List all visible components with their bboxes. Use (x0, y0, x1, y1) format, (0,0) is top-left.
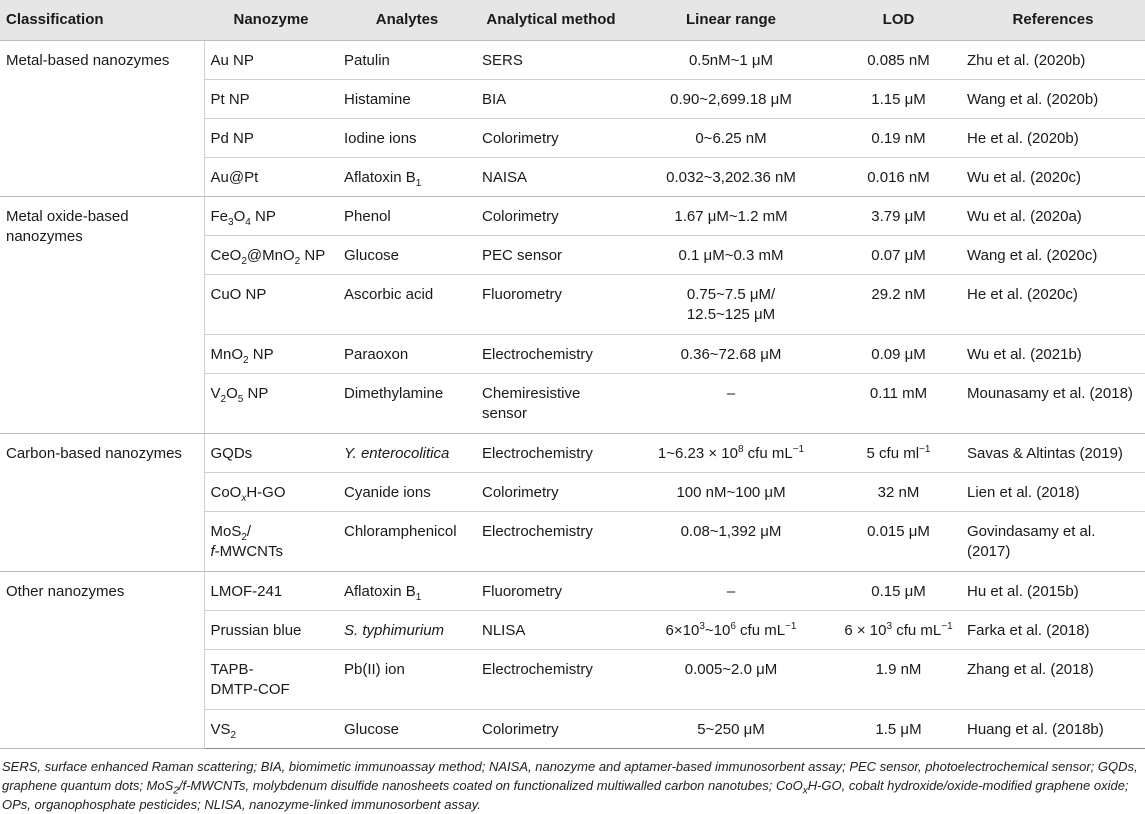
nanozyme-subscript: 3 (228, 216, 234, 228)
method-cell: Fluorometry (476, 274, 626, 334)
range-text: ~10 (704, 621, 731, 639)
range-line-2: 12.5~125 μM (686, 305, 776, 323)
reference-cell: Wu et al. (2020a) (961, 196, 1145, 235)
reference-cell: Zhu et al. (2020b) (961, 40, 1145, 79)
analyte-cell: Iodine ions (338, 118, 476, 157)
analyte-cell: Cyanide ions (338, 472, 476, 511)
range-cell: 0.90~2,699.18 μM (626, 79, 836, 118)
method-cell: Electrochemistry (476, 511, 626, 571)
footnote-text: /f-MWCNTs, molybdenum disulfide nanosheets coated on functionalized multiwalled carbon nanotubes; CoO (178, 777, 803, 793)
table-row (0, 571, 1145, 610)
range-cell: 1.67 μM~1.2 mM (626, 196, 836, 235)
range-cell: 0.5nM~1 μM (626, 40, 836, 79)
nanozyme-subscript: 2 (243, 354, 249, 366)
nanozyme-text: MoS (210, 522, 242, 540)
footnote-subscript: 2 (173, 785, 179, 797)
lod-superscript: −1 (941, 620, 953, 632)
range-cell (626, 610, 836, 649)
lod-cell: 0.19 nM (836, 118, 961, 157)
reference-cell: Farka et al. (2018) (961, 610, 1145, 649)
nanozyme-text: -MWCNTs (214, 542, 283, 560)
lod-text: 5 cfu ml (866, 444, 920, 462)
analyte-cell: Histamine (338, 79, 476, 118)
nanozyme-subscript: 2 (241, 531, 247, 543)
nanozyme-cell: CuO NP (204, 274, 338, 334)
classification-cell: Metal-based nanozymes (0, 40, 204, 196)
analyte-cell: Chloramphenicol (338, 511, 476, 571)
method-line-1: Chemiresistive (482, 384, 581, 402)
range-text: cfu mL (743, 444, 793, 462)
range-cell: 0.1 μM~0.3 mM (626, 235, 836, 274)
analyte-cell: Dimethylamine (338, 373, 476, 433)
analyte-cell: Glucose (338, 709, 476, 748)
nanozyme-cell (204, 511, 338, 571)
reference-cell: He et al. (2020c) (961, 274, 1145, 334)
lod-cell: 0.09 μM (836, 334, 961, 373)
nanozyme-text: NP (248, 345, 274, 363)
nanozyme-subscript: 2 (220, 393, 227, 405)
analyte-subscript: 1 (415, 591, 422, 603)
method-cell: Colorimetry (476, 472, 626, 511)
analyte-subscript: 1 (415, 177, 422, 189)
range-text: cfu mL (735, 621, 786, 639)
range-cell: 0.36~72.68 μM (626, 334, 836, 373)
lod-cell (836, 433, 961, 472)
header-classification: Classification (0, 0, 204, 40)
range-cell: – (626, 571, 836, 610)
lod-cell: 1.15 μM (836, 79, 961, 118)
footnote-text: H-GO, cobalt hydroxide/oxide-modified graphene oxide; OPs, organophosphate pesticides; NLISA, nanozyme-linked immunosorbent assay. (2, 777, 1129, 812)
range-superscript: 3 (699, 620, 705, 632)
lod-cell: 0.015 μM (836, 511, 961, 571)
reference-cell: Hu et al. (2015b) (961, 571, 1145, 610)
nanozyme-cell: Prussian blue (204, 610, 338, 649)
method-cell: SERS (476, 40, 626, 79)
table-footnote (0, 749, 1145, 814)
range-cell: 5~250 μM (626, 709, 836, 748)
method-cell: NLISA (476, 610, 626, 649)
nanozyme-subscript: 2 (241, 255, 247, 267)
lod-cell: 32 nM (836, 472, 961, 511)
analyte-cell: Glucose (338, 235, 476, 274)
reference-cell (961, 511, 1145, 571)
analyte-text: Aflatoxin B (344, 168, 416, 186)
lod-cell: 0.11 mM (836, 373, 961, 433)
lod-cell: 29.2 nM (836, 274, 961, 334)
classification-cell: Carbon-based nanozymes (0, 433, 204, 571)
nanozyme-text: O (233, 207, 246, 225)
method-cell: Colorimetry (476, 709, 626, 748)
reference-cell: Zhang et al. (2018) (961, 649, 1145, 709)
reference-cell: Mounasamy et al. (2018) (961, 373, 1145, 433)
footnote-subscript: x (802, 785, 808, 797)
nanozyme-cell: Pt NP (204, 79, 338, 118)
nanozyme-cell: LMOF-241 (204, 571, 338, 610)
range-cell: 0.08~1,392 μM (626, 511, 836, 571)
nanozyme-subscript: 2 (294, 255, 301, 267)
nanozyme-cell: GQDs (204, 433, 338, 472)
analyte-cell: Paraoxon (338, 334, 476, 373)
nanozyme-text: Fe (210, 207, 229, 225)
nanozyme-text: MnO (210, 345, 244, 363)
lod-cell: 1.5 μM (836, 709, 961, 748)
reference-line-1: Govindasamy et al. (967, 522, 1096, 540)
lod-cell: 0.07 μM (836, 235, 961, 274)
nanozyme-text: NP (300, 246, 326, 264)
lod-cell: 0.085 nM (836, 40, 961, 79)
table-row (0, 196, 1145, 235)
nanozyme-text: / (246, 522, 252, 540)
header-nanozyme: Nanozyme (204, 0, 338, 40)
nanozyme-subscript: 4 (245, 216, 251, 228)
lod-text: 6 × 10 (844, 621, 887, 639)
nanozyme-cell: Pd NP (204, 118, 338, 157)
header-row (0, 0, 1145, 40)
lod-superscript: 3 (886, 620, 893, 632)
analyte-text: Aflatoxin B (344, 582, 416, 600)
reference-cell: He et al. (2020b) (961, 118, 1145, 157)
nanozyme-subscript: x (241, 492, 247, 504)
method-cell: Colorimetry (476, 118, 626, 157)
method-cell: Electrochemistry (476, 649, 626, 709)
range-cell (626, 274, 836, 334)
analyte-cell: Ascorbic acid (338, 274, 476, 334)
range-text: 6×10 (665, 621, 700, 639)
reference-cell: Wu et al. (2020c) (961, 157, 1145, 196)
nanozyme-text: NP (243, 384, 269, 402)
analyte-cell (338, 157, 476, 196)
analyte-cell: Y. enterocolitica (338, 433, 476, 472)
analyte-cell: Pb(II) ion (338, 649, 476, 709)
header-references: References (961, 0, 1145, 40)
header-lod: LOD (836, 0, 961, 40)
nanozyme-subscript: 2 (230, 729, 237, 741)
nanozyme-line-1: TAPB- (210, 660, 254, 678)
range-cell (626, 433, 836, 472)
classification-cell: Other nanozymes (0, 571, 204, 748)
range-cell: 0~6.25 nM (626, 118, 836, 157)
nanozyme-text: O (226, 384, 238, 402)
method-cell: PEC sensor (476, 235, 626, 274)
method-cell (476, 373, 626, 433)
nanozyme-text: NP (250, 207, 276, 225)
lod-cell: 0.016 nM (836, 157, 961, 196)
nanozyme-cell: Au NP (204, 40, 338, 79)
header-analytes: Analytes (338, 0, 476, 40)
analyte-cell: S. typhimurium (338, 610, 476, 649)
analyte-cell: Phenol (338, 196, 476, 235)
method-cell: NAISA (476, 157, 626, 196)
classification-cell: Metal oxide-based nanozymes (0, 196, 204, 433)
nanozyme-cell (204, 472, 338, 511)
range-cell: 0.005~2.0 μM (626, 649, 836, 709)
reference-cell: Huang et al. (2018b) (961, 709, 1145, 748)
nanozyme-cell (204, 709, 338, 748)
nanozyme-text: VS (210, 720, 231, 738)
nanozyme-text: H-GO (246, 483, 286, 501)
range-cell: 100 nM~100 μM (626, 472, 836, 511)
reference-cell: Wang et al. (2020c) (961, 235, 1145, 274)
analyte-cell: Patulin (338, 40, 476, 79)
header-analytical-method: Analytical method (476, 0, 626, 40)
method-line-2: sensor (482, 404, 528, 422)
method-cell: Electrochemistry (476, 433, 626, 472)
range-text: 1~6.23 × 10 (657, 444, 738, 462)
nanozyme-text: CoO (210, 483, 242, 501)
reference-cell: Wang et al. (2020b) (961, 79, 1145, 118)
method-cell: BIA (476, 79, 626, 118)
nanozyme-cell (204, 334, 338, 373)
table-row (0, 40, 1145, 79)
reference-line-2: (2017) (967, 542, 1011, 560)
nanozyme-cell (204, 196, 338, 235)
nanozyme-cell (204, 235, 338, 274)
nanozyme-text: V (210, 384, 221, 402)
nanozyme-subscript: 5 (237, 393, 244, 405)
reference-cell: Lien et al. (2018) (961, 472, 1145, 511)
range-line-1: 0.75~7.5 μM/ (686, 285, 776, 303)
range-superscript: 8 (737, 443, 744, 455)
range-superscript: −1 (792, 443, 805, 455)
reference-cell: Wu et al. (2021b) (961, 334, 1145, 373)
range-superscript: −1 (785, 620, 797, 632)
range-cell: – (626, 373, 836, 433)
footnote-text: SERS, surface enhanced Raman scattering; BIA, biomimetic immunoassay method; NAISA, nanozyme and aptamer-based immunosorbent assay; PEC sensor, photoelectrochemical sensor; GQDs, graphene quantum dots; MoS (2, 758, 1138, 793)
lod-cell (836, 610, 961, 649)
lod-text: cfu mL (892, 621, 942, 639)
nanozyme-cell (204, 649, 338, 709)
method-cell: Colorimetry (476, 196, 626, 235)
reference-cell: Savas & Altintas (2019) (961, 433, 1145, 472)
lod-cell: 0.15 μM (836, 571, 961, 610)
nanozyme-text: CeO (210, 246, 242, 264)
range-cell: 0.032~3,202.36 nM (626, 157, 836, 196)
nanozyme-text: f (210, 542, 215, 560)
nanozyme-cell (204, 373, 338, 433)
table-row (0, 433, 1145, 472)
method-cell: Electrochemistry (476, 334, 626, 373)
range-superscript: 6 (730, 620, 736, 632)
nanozyme-cell: Au@Pt (204, 157, 338, 196)
nanozyme-text: @MnO (246, 246, 295, 264)
lod-cell: 1.9 nM (836, 649, 961, 709)
lod-cell: 3.79 μM (836, 196, 961, 235)
nanozyme-line-2: DMTP-COF (210, 680, 290, 698)
method-cell: Fluorometry (476, 571, 626, 610)
analyte-cell (338, 571, 476, 610)
header-linear-range: Linear range (626, 0, 836, 40)
lod-superscript: −1 (919, 443, 931, 455)
